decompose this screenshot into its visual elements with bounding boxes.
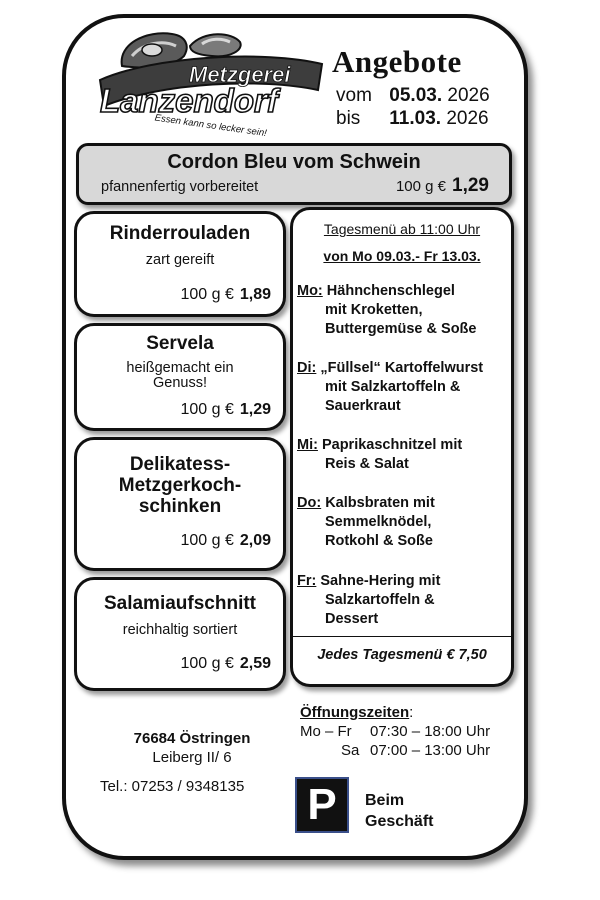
opening-hours-heading: Öffnungszeiten — [300, 704, 410, 721]
menu-divider — [293, 636, 511, 637]
address-street: Leiberg II/ 6 — [152, 749, 232, 766]
parking-sign-icon — [295, 777, 349, 833]
day-label: Di: — [297, 360, 317, 376]
product-price-value: 1,89 — [239, 286, 271, 303]
offer-from-year: 2026 — [447, 85, 490, 106]
offer-to-row — [336, 108, 489, 130]
product-card — [74, 437, 286, 571]
product-name-line: schinken — [138, 496, 222, 517]
product-name: Rinderrouladen — [109, 223, 251, 244]
hours-weekday-days: Mo – Fr — [300, 723, 352, 740]
offer-to-year: 2026 — [446, 108, 489, 129]
offer-title: Angebote — [332, 44, 462, 79]
product-desc-line: Genuss! — [153, 375, 207, 391]
product-price-value: 2,09 — [239, 532, 271, 549]
product-price — [180, 401, 271, 419]
offer-from-label: vom — [336, 85, 372, 106]
highlight-name: Cordon Bleu vom Schwein — [167, 151, 421, 173]
hours-weekday-time: 07:30 – 18:00 Uhr — [370, 723, 491, 740]
highlight-subtitle: pfannenfertig vorbereitet — [101, 179, 259, 195]
menu-price-note: Jedes Tagesmenü € 7,50 — [317, 647, 487, 663]
product-price — [180, 532, 271, 550]
menu-date-range: von Mo 09.03.- Fr 13.03. — [323, 248, 481, 264]
menu-day-wednesday — [297, 436, 509, 474]
day-dish: Buttergemüse & Soße — [325, 321, 477, 337]
menu-day-friday — [297, 572, 509, 629]
day-dish: Sahne-Hering mit — [320, 573, 441, 589]
day-label: Mo: — [297, 283, 323, 299]
product-unit: 100 g € — [180, 286, 234, 303]
offer-to-date: 11.03. — [389, 108, 442, 129]
day-dish: „Füllsel“ Kartoffelwurst — [320, 360, 484, 376]
logo-slogan: Essen kann so lecker sein! — [153, 112, 268, 138]
menu-day-thursday — [297, 494, 509, 551]
parking-label-line: Geschäft — [365, 813, 434, 830]
logo-name-top: Metzgerei — [189, 62, 291, 87]
offer-from-date: 05.03. — [389, 85, 443, 106]
day-dish: mit Kroketten, — [325, 302, 423, 318]
menu-day-monday — [297, 282, 509, 339]
day-dish: Reis & Salat — [325, 456, 409, 472]
offer-from-row — [336, 85, 490, 107]
product-price-value: 2,59 — [239, 655, 271, 672]
day-dish: Semmelknödel, — [325, 514, 432, 530]
opening-hours-colon: : — [409, 704, 414, 721]
product-desc-line: heißgemacht ein — [126, 360, 234, 376]
address-city: 76684 Östringen — [133, 730, 251, 747]
product-name-line: Delikatess- — [129, 454, 231, 475]
product-name: Salamiaufschnitt — [103, 593, 257, 614]
day-label: Do: — [297, 495, 322, 511]
highlight-price — [396, 175, 489, 197]
logo-graphic — [94, 26, 326, 138]
day-dish: Hähnchenschlegel — [326, 283, 455, 299]
product-unit: 100 g € — [180, 401, 234, 418]
product-card — [74, 211, 286, 317]
opening-hours-title — [300, 704, 413, 721]
product-price — [180, 286, 271, 304]
offer-to-label: bis — [336, 108, 361, 129]
highlight-unit: 100 g € — [395, 178, 447, 195]
hours-saturday-time: 07:00 – 13:00 Uhr — [370, 742, 491, 759]
product-price — [180, 655, 271, 673]
day-dish: Salzkartoffeln & — [325, 592, 435, 608]
product-unit: 100 g € — [180, 655, 234, 672]
day-dish: Kalbsbraten mit — [325, 495, 435, 511]
product-desc: reichhaltig sortiert — [122, 622, 238, 638]
day-dish: Paprikaschnitzel mit — [321, 437, 463, 453]
phone-number: Tel.: 07253 / 9348135 — [100, 778, 245, 795]
day-label: Fr: — [297, 573, 317, 589]
day-dish: Rotkohl & Soße — [325, 533, 433, 549]
product-price-value: 1,29 — [239, 401, 271, 418]
product-desc: zart gereift — [145, 252, 215, 268]
hours-saturday-days: Sa — [341, 742, 360, 759]
product-card — [74, 577, 286, 691]
highlight-offer — [76, 143, 512, 205]
highlight-price-value: 1,29 — [452, 175, 489, 196]
product-name-line: Metzgerkoch- — [118, 475, 242, 496]
logo-name-bottom: Lanzendorf — [100, 82, 278, 119]
day-label: Mi: — [297, 437, 318, 453]
product-name: Servela — [146, 333, 214, 354]
day-dish: Dessert — [325, 611, 379, 627]
menu-day-tuesday — [297, 359, 509, 416]
butcher-logo — [94, 26, 326, 138]
daily-menu — [290, 207, 514, 687]
day-dish: mit Salzkartoffeln & — [325, 379, 461, 395]
product-unit: 100 g € — [180, 532, 234, 549]
day-dish: Sauerkraut — [325, 398, 401, 414]
product-card — [74, 323, 286, 431]
menu-title: Tagesmenü ab 11:00 Uhr — [323, 221, 481, 237]
parking-label-line: Beim — [365, 792, 405, 809]
parking-symbol: P — [307, 780, 337, 829]
